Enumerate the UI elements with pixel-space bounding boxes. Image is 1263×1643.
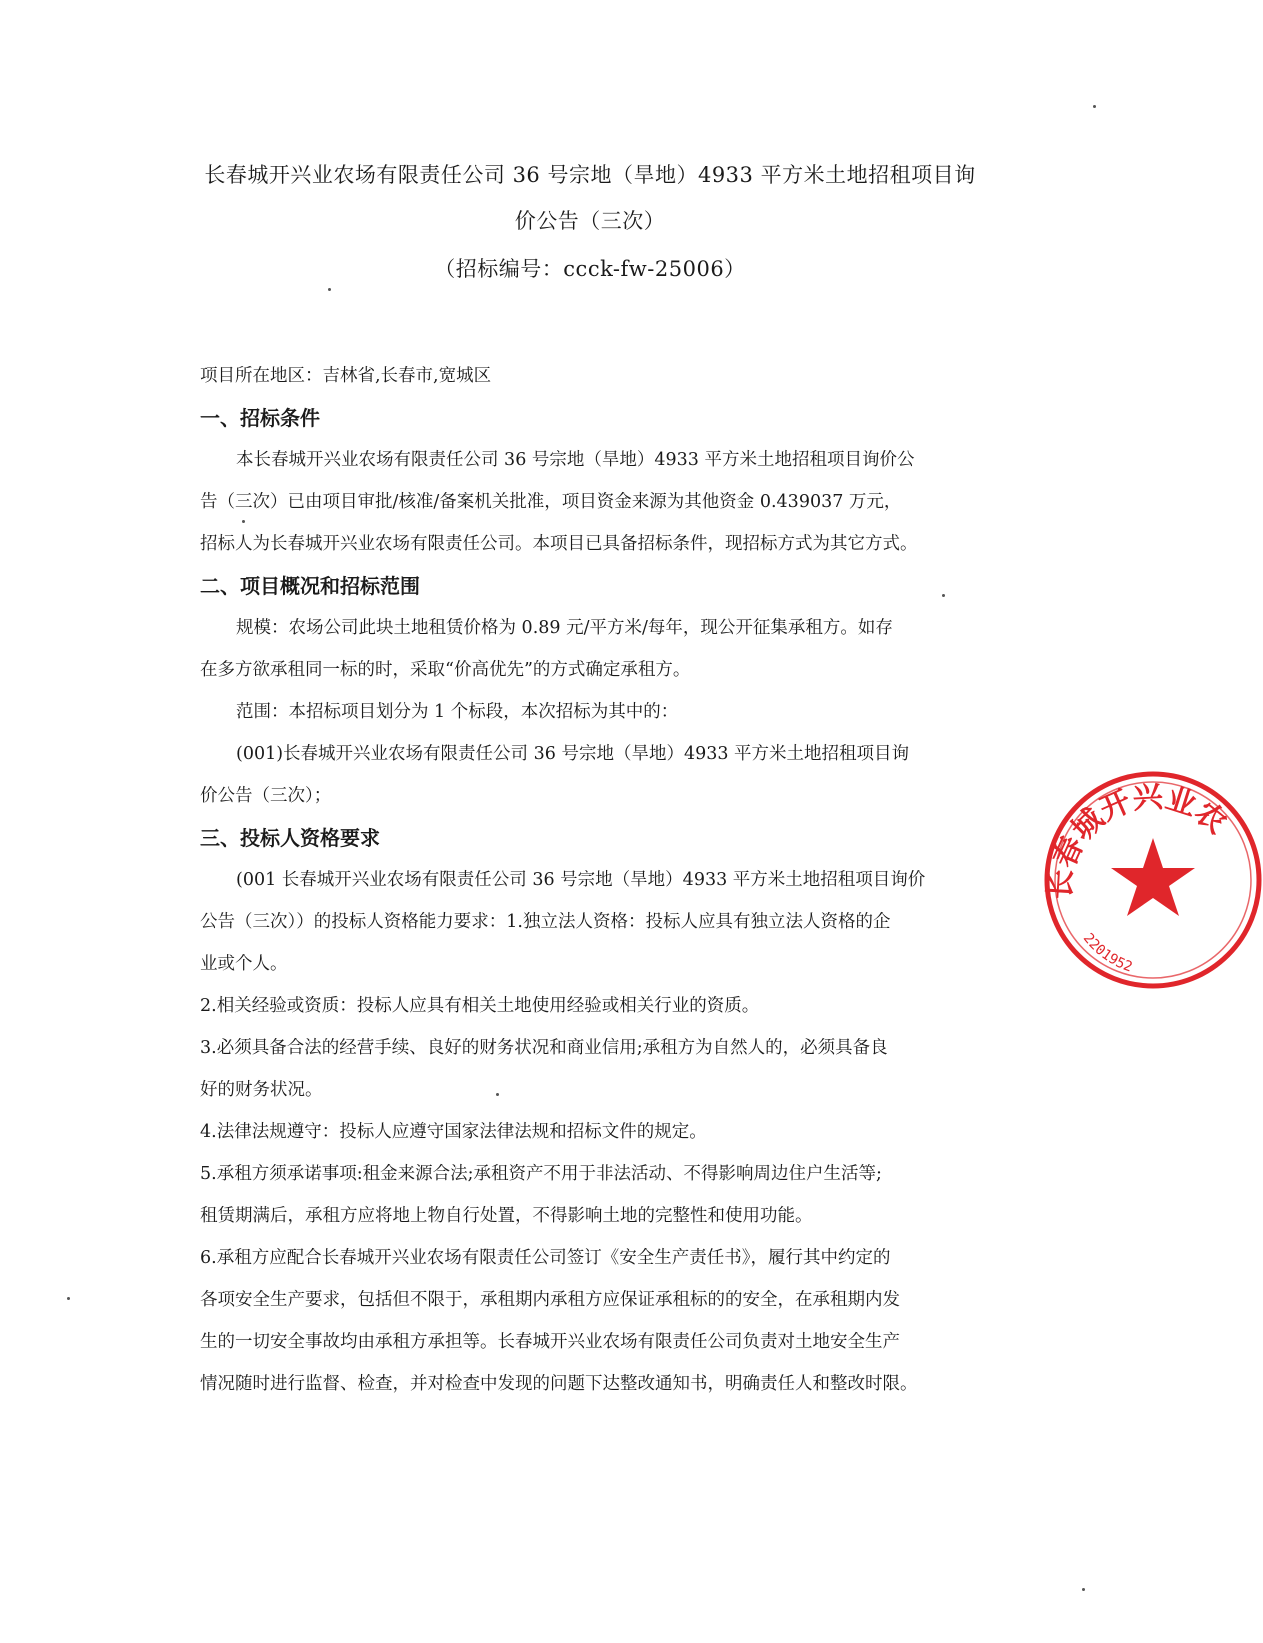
qualification-item-line: 2.相关经验或资质：投标人应具有相关土地使用经验或相关行业的资质。 [200,996,760,1016]
qualification-item-line: 生的一切安全事故均由承租方承担等。长春城开兴业农场有限责任公司负责对土地安全生产 [200,1332,900,1352]
section-3-heading: 三、投标人资格要求 [200,826,380,850]
seal-star-icon [1111,838,1195,916]
lot-line: 价公告（三次）； [200,786,332,806]
section-2-heading: 二、项目概况和招标范围 [200,574,420,598]
scan-speck [1082,1588,1085,1591]
scan-speck [67,1297,70,1300]
qualification-item-line: 4.法律法规遵守：投标人应遵守国家法律法规和招标文件的规定。 [200,1122,707,1142]
document-title-line-1: 长春城开兴业农场有限责任公司 36 号宗地（旱地）4933 平方米土地招租项目询 [204,163,976,187]
qualification-intro-line: 业或个人。 [200,954,288,974]
scan-speck [1093,105,1096,108]
scale-line: 在多方欲承租同一标的时，采取“价高优先”的方式确定承租方。 [200,660,691,680]
qualification-item-line: 好的财务状况。 [200,1080,323,1100]
qualification-intro-line: (001 长春城开兴业农场有限责任公司 36 号宗地（旱地）4933 平方米土地招租项目询价 [236,870,926,890]
tender-code: （招标编号：ccck-fw-25006） [434,257,746,281]
section-1-paragraph-line: 招标人为长春城开兴业农场有限责任公司。本项目已具备招标条件，现招标方式为其它方式。 [200,534,918,554]
project-location: 项目所在地区：吉林省,长春市,宽城区 [200,366,492,386]
qualification-item-line: 5.承租方须承诺事项:租金来源合法;承租资产不用于非法活动、不得影响周边住户生活等; [200,1164,882,1184]
scan-speck [242,520,245,523]
qualification-item-line: 3.必须具备合法的经营手续、良好的财务状况和商业信用;承租方为自然人的，必须具备良 [200,1038,888,1058]
qualification-item-line: 情况随时进行监督、检查，并对检查中发现的问题下达整改通知书，明确责任人和整改时限。 [200,1374,918,1394]
scale-line: 规模：农场公司此块土地租赁价格为 0.89 元/平方米/每年，现公开征集承租方。如存 [236,618,893,638]
scan-speck [328,288,331,291]
scope-line: 范围：本招标项目划分为 1 个标段，本次招标为其中的： [236,702,679,722]
seal-code-path: 2201952 [1079,930,1135,976]
qualification-item-line: 6.承租方应配合长春城开兴业农场有限责任公司签订《安全生产责任书》，履行其中约定的 [200,1248,891,1268]
document-body [200,355,985,1405]
section-1-paragraph-line: 告（三次）已由项目审批/核准/备案机关批准，项目资金来源为其他资金 0.439037 万元， [200,492,902,512]
qualification-item-line: 租赁期满后，承租方应将地上物自行处置，不得影响土地的完整性和使用功能。 [200,1206,813,1226]
scan-speck [942,594,945,597]
qualification-item-line: 各项安全生产要求，包括但不限于，承租期内承租方应保证承租标的的安全，在承租期内发 [200,1290,900,1310]
section-1-heading: 一、招标条件 [200,406,320,430]
qualification-intro-line: 公告（三次））的投标人资格能力要求：1.独立法人资格：投标人应具有独立法人资格的企 [200,912,891,932]
seal-text-path: 长春城开兴业农 [1043,779,1234,901]
document-title-line-2: 价公告（三次） [514,209,666,233]
section-1-paragraph-line: 本长春城开兴业农场有限责任公司 36 号宗地（旱地）4933 平方米土地招租项目询价公 [236,450,915,470]
company-seal-stamp [1043,770,1263,990]
title-block [150,160,1030,284]
scan-speck [496,1093,499,1096]
lot-line: (001)长春城开兴业农场有限责任公司 36 号宗地（旱地）4933 平方米土地招租项目询 [236,744,910,764]
